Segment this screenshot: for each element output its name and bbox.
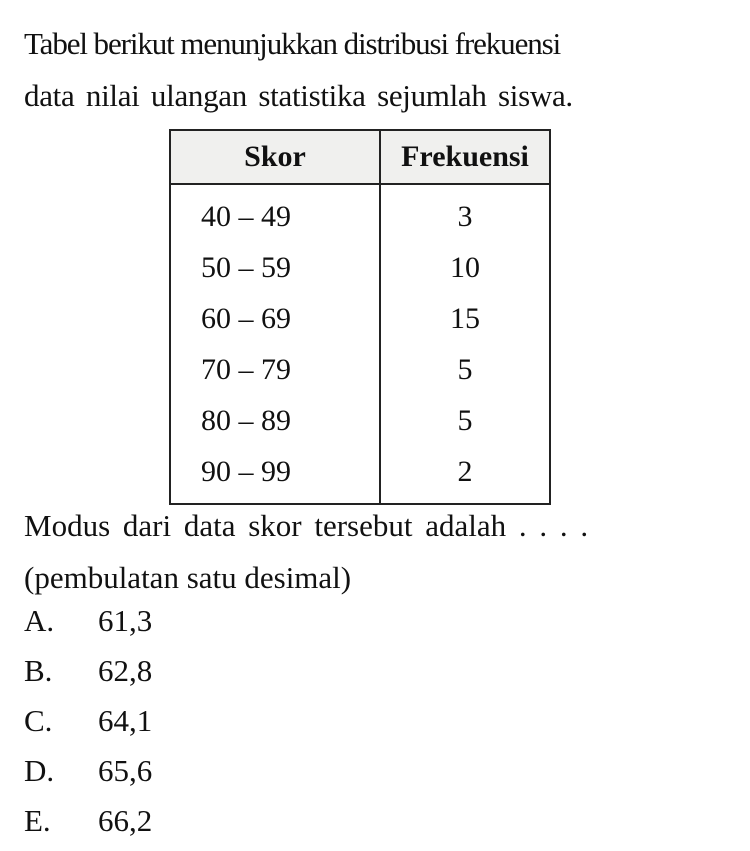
table-row [170, 344, 550, 395]
cell-skor: 80 – 89 [170, 395, 380, 446]
cell-skor: 70 – 79 [170, 344, 380, 395]
option-value: 64,1 [98, 703, 153, 738]
cell-frekuensi: 5 [457, 403, 473, 437]
table-header-row [170, 130, 550, 184]
cell-skor: 40 – 49 [170, 184, 380, 242]
option-c[interactable] [24, 696, 152, 746]
intro-line-2: data nilai ulangan statistika sejumlah siswa. [24, 78, 573, 113]
table-row [170, 395, 550, 446]
option-letter: E. [24, 803, 51, 838]
cell-skor: 90 – 99 [170, 446, 380, 504]
table-row [170, 242, 550, 293]
option-value: 65,6 [98, 753, 153, 788]
question-line-1: Modus dari data skor tersebut adalah . . . . [24, 508, 589, 543]
option-letter: A. [24, 603, 55, 638]
question-line-2: (pembulatan satu desimal) [24, 560, 352, 595]
cell-frekuensi: 10 [450, 250, 480, 284]
option-letter: D. [24, 753, 55, 788]
option-value: 61,3 [98, 603, 153, 638]
option-letter: C. [24, 703, 53, 738]
option-letter: B. [24, 653, 53, 688]
cell-frekuensi: 15 [450, 301, 480, 335]
table-row [170, 184, 550, 242]
option-value: 66,2 [98, 803, 153, 838]
option-value: 62,8 [98, 653, 153, 688]
option-e[interactable] [24, 796, 152, 846]
cell-frekuensi: 5 [457, 352, 473, 386]
cell-frekuensi: 2 [457, 454, 473, 488]
answer-options [24, 596, 152, 846]
table-row [170, 446, 550, 504]
option-b[interactable] [24, 646, 152, 696]
frequency-table [169, 129, 551, 505]
cell-skor: 50 – 59 [170, 242, 380, 293]
intro-text [24, 18, 724, 122]
intro-line-1: Tabel berikut menunjukkan distribusi frekuensi [24, 26, 561, 61]
option-a[interactable] [24, 596, 152, 646]
header-frekuensi: Frekuensi [380, 130, 550, 184]
cell-skor: 60 – 69 [170, 293, 380, 344]
question-text [24, 500, 724, 604]
cell-frekuensi: 3 [457, 199, 473, 233]
table-row [170, 293, 550, 344]
header-skor: Skor [170, 130, 380, 184]
option-d[interactable] [24, 746, 152, 796]
